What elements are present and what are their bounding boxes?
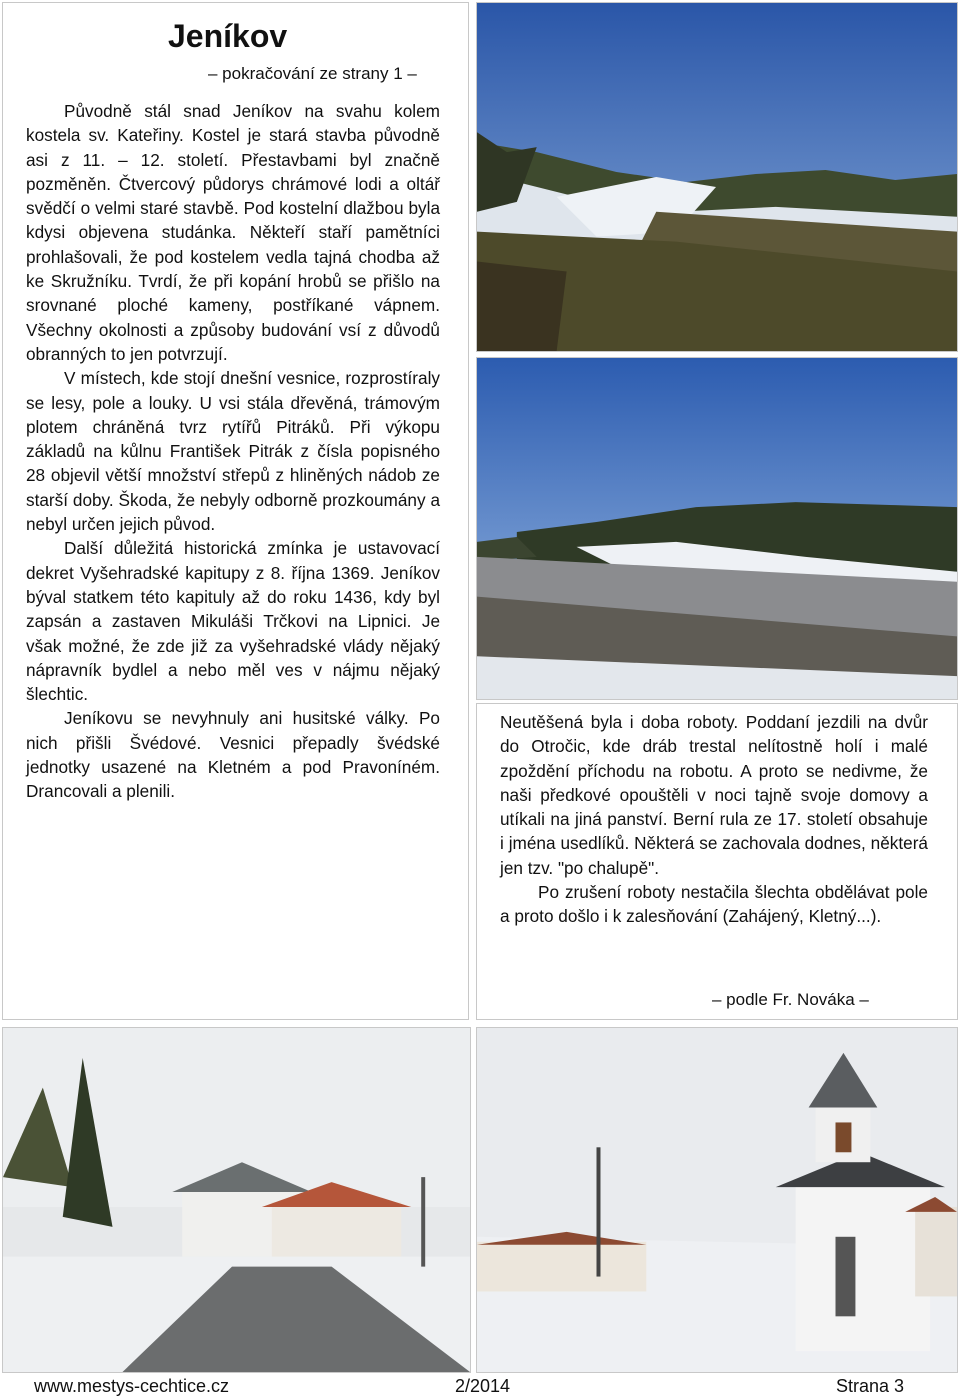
footer-issue: 2/2014 — [455, 1376, 511, 1396]
photo-winter-landscape-2 — [476, 357, 958, 700]
article-subtitle: – pokračování ze strany 1 – — [208, 64, 417, 83]
footer-website: www.mestys-cechtice.cz — [34, 1376, 230, 1396]
article-title: Jeníkov — [168, 18, 288, 54]
paragraph: Neutěšená byla i doba roboty. Poddaní jezdili na dvůr do Otročic, kde dráb trestal nelítostně holí i malé zpoždění příchodu na robotu. A proto se nedivme, že naši předkové opouštěli v noci tajně svoje domovy a utíkali na jiná panství. Berní rula ze 17. století obsahuje i jména usedlíků. Některá se zachovala dodnes, některá jen tzv. "po chalupě". — [500, 712, 928, 878]
article-text-left — [26, 99, 440, 804]
paragraph: Původně stál snad Jeníkov na svahu kolem kostela sv. Kateřiny. Kostel je stará stavba původně asi z 11. – 12. století. Přestavbami byl značně pozměněn. Čtvercový půdorys chrámové lodi a oltář svědčí o velmi staré stavbě. Pod kostelní dlažbou byla kdysi objevena studánka. Někteří staří pamětníci prohlašovali, že pod kostelem vedla tajná chodba až ke Skružníku. Tvrdí, že při kopání hrobů se přišlo na srovnané ploché kameny, postříkané vápnem. Všechny okolnosti a způsoby budování vsí z důvodů obranných to jen potvrzují. — [26, 101, 440, 364]
paragraph: Po zrušení roboty nestačila šlechta obdělávat pole a proto došlo i k zalesňování (Zahájený, Kletný...). — [500, 882, 928, 927]
photo-village-road — [2, 1027, 471, 1373]
paragraph: Další důležitá historická zmínka je ustavovací dekret Vyšehradské kapitupy z 8. října 1369. Jeníkov býval statkem této kapituly až do roku 1436, kdy byl zapsán a zastaven Mikuláši Trčkovi na Lipnici. Je však možné, že zde již za vyšehradské vlády nějaký nápravník bydlel a nebo měl ves v nájmu nějaký šlechtic. — [26, 538, 440, 705]
article-text-right — [500, 710, 928, 929]
paragraph: V místech, kde stojí dnešní vesnice, rozprostíraly se lesy, pole a louky. U vsi stála dřevěná, trámovým plotem chráněná tvrz rytířů Pitráků. Při výkopu základů na kůlnu František Pitrák z čísla popisného 28 objevil větší množství střepů z hliněných nádob ze starší doby. Škoda, že nebyly odborně prozkoumány a nebyl určen jejich původ. — [26, 368, 440, 535]
photo-chapel — [476, 1027, 958, 1373]
paragraph: Jeníkovu se nevyhnuly ani husitské války. Po nich přišli Švédové. Vesnici přepadly švédské jednotky usazené na Kletném a pod Pravoníném. Drancovali a plenili. — [26, 708, 440, 802]
photo-winter-landscape-1 — [476, 2, 958, 352]
footer-page-number: Strana 3 — [836, 1376, 905, 1396]
article-signature: – podle Fr. Nováka – — [712, 990, 869, 1009]
